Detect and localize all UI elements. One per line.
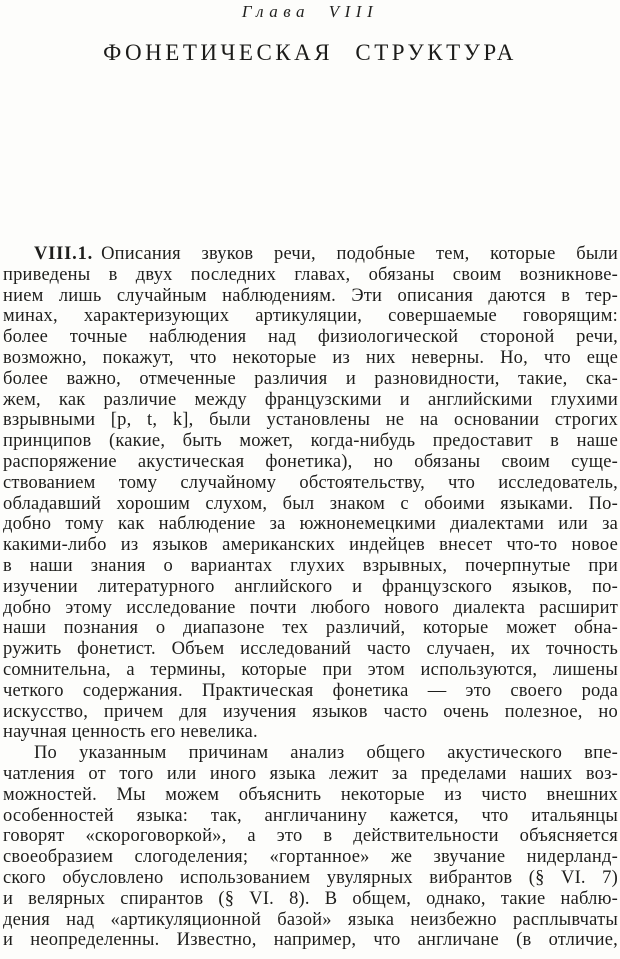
text-line-content: и велярных спирантов (§ VI. 8). В общем, однако, такие наблю- — [3, 888, 618, 909]
text-line — [3, 639, 618, 660]
text-line — [3, 286, 618, 307]
text-line — [3, 598, 618, 619]
text-line-content: чатления от того или иного языка лежит за пределами наших воз- — [3, 763, 618, 784]
text-line — [3, 889, 618, 910]
text-line-content: возможно, покажут, что некоторые из них неверны. Но, что еще — [3, 347, 618, 368]
text-line-content: приведены в двух последних главах, обязаны своим возникнове- — [3, 264, 618, 285]
text-line — [3, 618, 618, 639]
body-text — [3, 244, 618, 951]
chapter-heading: Глава VIII — [241, 2, 379, 21]
text-line-content: сомнительна, а термины, которые при этом используются, лишены — [3, 659, 618, 680]
text-line — [3, 868, 618, 889]
text-line — [3, 306, 618, 327]
text-line-content: добно тому как наблюдение за южнонемецкими диалектами или за — [3, 514, 618, 535]
text-line — [3, 660, 618, 681]
text-line-content: изучении литературного английского и французского языков, по- — [3, 576, 618, 597]
text-line — [3, 577, 618, 598]
text-line — [3, 390, 618, 411]
text-line — [3, 473, 618, 494]
text-line — [3, 348, 618, 369]
text-line — [3, 431, 618, 452]
text-line-content: минах, характеризующих артикуляции, совершаемые говорящим: — [3, 306, 618, 327]
text-line — [3, 514, 618, 535]
text-line-content: Описания звуков речи, подобные тем, которые были — [101, 244, 618, 264]
text-line-content: ствованием тому случайному обстоятельству, что исследователь, — [3, 472, 618, 493]
text-line-content: более важно, отмеченные различия и разновидности, такие, ска- — [3, 368, 618, 389]
text-line — [3, 826, 618, 847]
text-line-content: наши познания о диапазоне тех различий, которые может обна- — [3, 618, 618, 639]
text-line-content: можностей. Мы можем объяснить некоторые из чисто внешних — [3, 784, 618, 805]
text-line-content: добно этому исследование почти любого нового диалекта расширит — [3, 597, 618, 618]
text-line — [3, 785, 618, 806]
text-line — [3, 265, 618, 286]
text-line-content: взрывными [p, t, k], были установлены не на основании строгих — [3, 410, 618, 431]
text-line-content: в наши знания о вариантах глухих взрывных, почерпнутые при — [3, 555, 618, 576]
text-line-content: По указанным причинам анализ общего акустического впе- — [34, 743, 618, 764]
text-line — [3, 702, 618, 723]
text-line — [3, 494, 618, 515]
text-line — [3, 681, 618, 702]
text-line-content: особенностей языка: так, англичанину кажется, что итальянцы — [3, 805, 618, 826]
text-line — [3, 369, 618, 390]
text-line — [3, 930, 618, 951]
text-line — [3, 722, 618, 743]
text-line-content: более точные наблюдения над физиологической стороной речи, — [3, 327, 618, 348]
section-number: VIII.1. — [34, 244, 94, 264]
page-title: ФОНЕТИЧЕСКАЯ СТРУКТУРА — [103, 40, 517, 65]
text-line — [3, 910, 618, 931]
text-line-content: принципов (какие, быть может, когда-нибудь предоставит в наше — [3, 431, 618, 452]
text-line-content: искусство, причем для изучения языков часто очень полезное, но — [3, 701, 618, 722]
text-line — [3, 327, 618, 348]
text-line-content: четкого содержания. Практическая фонетика — это своего рода — [3, 680, 618, 701]
text-line-content: жем, как различие между французскими и английскими глухими — [3, 389, 618, 410]
text-line — [3, 743, 618, 764]
text-line — [3, 806, 618, 827]
text-line-content: нием лишь случайным наблюдениям. Эти описания даются в тер- — [3, 285, 618, 306]
text-line-content: ского обусловлено использованием увулярных вибрантов (§ VI. 7) — [3, 867, 618, 888]
text-line — [3, 764, 618, 785]
text-line-content: распоряжение акустическая фонетика), но обязаны своим суще- — [3, 451, 618, 472]
text-line-content: своеобразием слогоделения; «гортанное» же звучание нидерланд- — [3, 847, 618, 868]
text-line — [3, 556, 618, 577]
text-line-content: обладавший хорошим слухом, был знаком с обоими языками. По- — [3, 493, 618, 514]
text-line-content: говорят «скороговоркой», а это в действительности объясняется — [3, 826, 618, 847]
text-line-content: какими-либо из языков американских индейцев внесет что-то новое — [3, 535, 618, 556]
text-line — [3, 847, 618, 868]
text-line — [3, 244, 618, 265]
text-line — [3, 410, 618, 431]
text-line — [3, 535, 618, 556]
text-line — [3, 452, 618, 473]
text-line-content: дения над «артикуляционной базой» языка неизбежно расплывчаты — [3, 909, 618, 930]
text-line-content: и неопределенны. Известно, например, что англичане (в отличие, — [3, 930, 618, 951]
text-line-content: научная ценность его невелика. — [3, 722, 258, 743]
text-line-content: ружить фонетист. Объем исследований часто случаен, их точность — [3, 639, 618, 660]
